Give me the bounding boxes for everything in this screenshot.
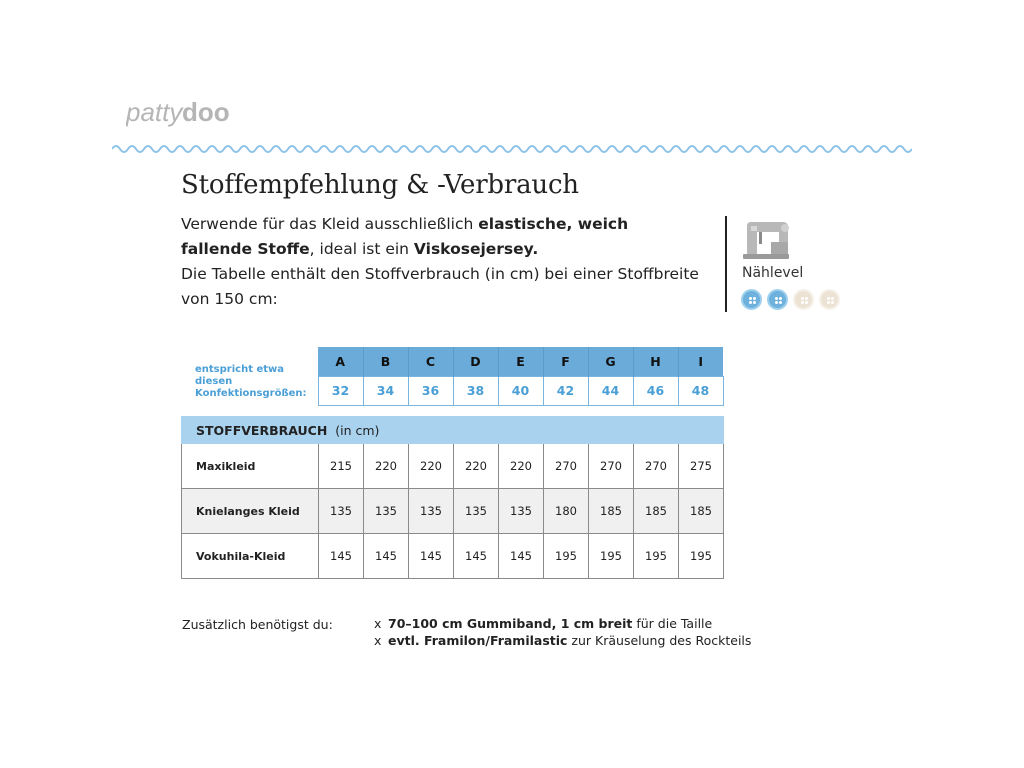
size-table [181,347,724,406]
table-row [182,444,724,489]
pattydoo-logo [126,97,238,133]
row-label: Maxikleid [182,444,319,489]
intro-text-2: , ideal ist ein [309,240,414,258]
consumption-heading-unit: (in cm) [335,422,380,438]
list-marker: x [374,633,382,648]
consumption-heading [182,417,724,444]
item1-rest: für die Taille [632,616,713,631]
size-value: 48 [678,376,723,405]
consumption-header-row [182,417,724,444]
page-title: Stoffempfehlung & -Verbrauch [181,170,579,200]
table-cell: 135 [454,489,499,534]
level-button-icon-1 [741,289,762,310]
size-letter-row [181,347,723,376]
item2-bold: evtl. Framilon/Framilastic [388,633,568,648]
intro-text-3: Die Tabelle enthält den Stoffverbrauch (in cm) bei einer Stoffbreite von 150 cm: [181,265,699,308]
sewing-level-indicator [741,289,840,310]
table-cell: 270 [634,444,679,489]
size-value: 38 [453,376,498,405]
table-row [182,489,724,534]
table-cell: 195 [589,534,634,579]
size-value: 40 [498,376,543,405]
list-item [374,632,751,649]
table-cell: 220 [409,444,454,489]
size-letter-h: H [633,347,678,376]
list-marker: x [374,616,382,631]
table-cell: 215 [319,444,364,489]
size-letter-g: G [588,347,633,376]
level-button-icon-4 [819,289,840,310]
size-value: 44 [588,376,633,405]
sewing-level-label: Nählevel [742,265,804,281]
table-cell: 270 [544,444,589,489]
table-cell: 145 [319,534,364,579]
sewing-machine-icon [741,218,793,260]
size-table-label: entspricht etwa diesen Konfektionsgrößen: [195,364,307,399]
size-value: 42 [543,376,588,405]
size-value: 32 [318,376,363,405]
row-label: Vokuhila-Kleid [182,534,319,579]
table-cell: 220 [364,444,409,489]
table-cell: 220 [499,444,544,489]
intro-text [181,212,701,312]
table-cell: 195 [544,534,589,579]
level-button-icon-2 [767,289,788,310]
size-letter-e: E [498,347,543,376]
list-item [374,615,751,632]
size-letter-c: C [408,347,453,376]
table-cell: 185 [589,489,634,534]
table-cell: 220 [454,444,499,489]
size-letter-f: F [543,347,588,376]
additional-list [374,615,751,649]
intro-bold-1: elastische, weich fallende Stoffe [181,215,629,258]
fabric-consumption-table [181,416,724,579]
table-cell: 195 [634,534,679,579]
size-letter-d: D [453,347,498,376]
table-cell: 145 [364,534,409,579]
size-value: 34 [363,376,408,405]
table-cell: 185 [634,489,679,534]
size-letter-i: I [678,347,723,376]
level-button-icon-3 [793,289,814,310]
table-cell: 135 [499,489,544,534]
table-cell: 145 [409,534,454,579]
divider-line [725,216,727,312]
size-letter-b: B [363,347,408,376]
table-cell: 185 [679,489,724,534]
item2-rest: zur Kräuselung des Rockteils [567,633,752,648]
size-value: 46 [633,376,678,405]
size-value: 36 [408,376,453,405]
table-cell: 145 [499,534,544,579]
table-cell: 135 [319,489,364,534]
table-cell: 195 [679,534,724,579]
table-cell: 180 [544,489,589,534]
table-cell: 145 [454,534,499,579]
size-letter-a: A [318,347,363,376]
wave-divider [112,142,912,156]
table-cell: 135 [364,489,409,534]
table-cell: 270 [589,444,634,489]
item1-bold: 70–100 cm Gummiband, 1 cm breit [388,616,633,631]
table-cell: 135 [409,489,454,534]
consumption-heading-bold: STOFFVERBRAUCH [196,422,328,438]
row-label: Knielanges Kleid [182,489,319,534]
table-cell: 275 [679,444,724,489]
intro-text-1: Verwende für das Kleid ausschließlich [181,215,479,233]
logo-text-patty: patty [126,97,183,127]
additional-label: Zusätzlich benötigst du: [182,617,333,632]
table-row [182,534,724,579]
intro-bold-2: Viskosejersey. [413,240,539,258]
logo-text-doo: doo [182,97,230,127]
